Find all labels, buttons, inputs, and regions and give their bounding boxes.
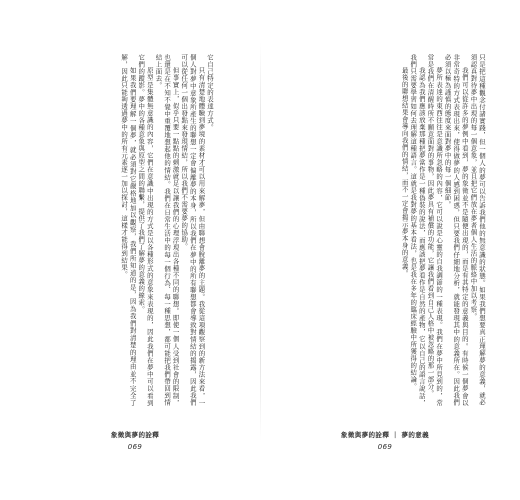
left-page: [28, 38, 242, 462]
paragraph: 我認為我們應該放棄那種把夢當作是一種偽裝的說法，而應該把夢看作是自然的產物，它以自己的語言說話，我們只需要學習如何去理解這種語言。這就是我對夢的基本看法，也是我在多年的臨床經驗中所獲得的結論。: [409, 54, 426, 406]
page-number: 069: [377, 443, 393, 451]
paragraph: 最後的聯想結果會導向我們的情結，而不一定會揭示夢本身的意義。: [400, 66, 409, 277]
paragraph: 只是把這種觀念付諸實踐，但一個人的夢可以告訴我們他的無意識的狀態。如果我們想要真正理解夢的意義，就必須認真對待夢中出現的每一個意象，並且把它們放在夢者個人生活的脈絡中加以考察。: [469, 54, 486, 406]
page-number: 069: [127, 443, 143, 451]
left-page-text: [34, 54, 220, 406]
paragraph: 夢所表達的東西往往是意識所忽略的內容，它可以說是心靈的自我調節的一種表現。我們在夢中所見到的，常常是我們在清醒時所不願意面對的事物，因此夢具有補償的功能，它讓我們看到自己人格中被忽略的那一部分。: [426, 54, 444, 406]
paragraph: 只有清楚地體驗到夢境的素材才可以用來解夢，但由聯想會脫離夢的主題。我從這項觀察到的新方法來看，一個人對夢中意象所產生的聯想一定會偏離夢的本身，所以我們在夢中的所有聯想都會導致對情結的揭露，因此我們可以從任何一個出發點來發現情結，所以我們不需要夢的協助。: [180, 54, 206, 406]
running-head: 象徵與夢的詮釋 ｜ 夢的意義: [340, 431, 430, 439]
running-head: 象徵與夢的詮釋: [110, 431, 160, 439]
right-page-text: [286, 54, 486, 406]
right-page: [278, 38, 492, 462]
paragraph: 如果我們要理解一個夢，就必須對它嚴格地加以觀察，我們所知道的是，因為我們對清楚的理由並不完全了解，因此只能夠透過夢中的所有元素逐一加以探討，這樣才能得到結果。: [120, 54, 137, 406]
left-page-footer: [28, 430, 242, 451]
gutter-shadow: [260, 42, 261, 442]
paragraph: 但事實上，似乎只要一點點的刺激就足以讓我們的心理浮現出各種不同的聯想。即使一個人受到社會的限制，也還是在不知不覺中重覆地想起他的情結。我們在日常生活中的每一個行為、每一種思想，都可能把我們帶回到情結上面去。: [154, 54, 180, 406]
paragraph: 它自己特定的表達方式。: [206, 54, 214, 131]
right-page-footer: [278, 430, 492, 451]
book-spread: [28, 38, 492, 462]
paragraph: 我們可以從許多的夢例中看到，夢的象徵並不是隨便出現的，而是有其特定的意義與目的。有時候一個夢會以非常奇特的方式表現出來，使得做夢的人感到困惑，但只要我們仔細地分析，就能發現其中的意義所在。因此我們必須以極為謹慎的態度來面對夢中的每一個細節。: [443, 54, 469, 406]
paragraph: 原型是集體無意識的內容，它們在意識中出現的方式是以各種形式的意象來表現的，因此我們在夢中可以看到它們的蹤影。夢中的各種意象與原型之間的聯繫，提供了我們了解夢的意義的線索。: [137, 54, 154, 406]
